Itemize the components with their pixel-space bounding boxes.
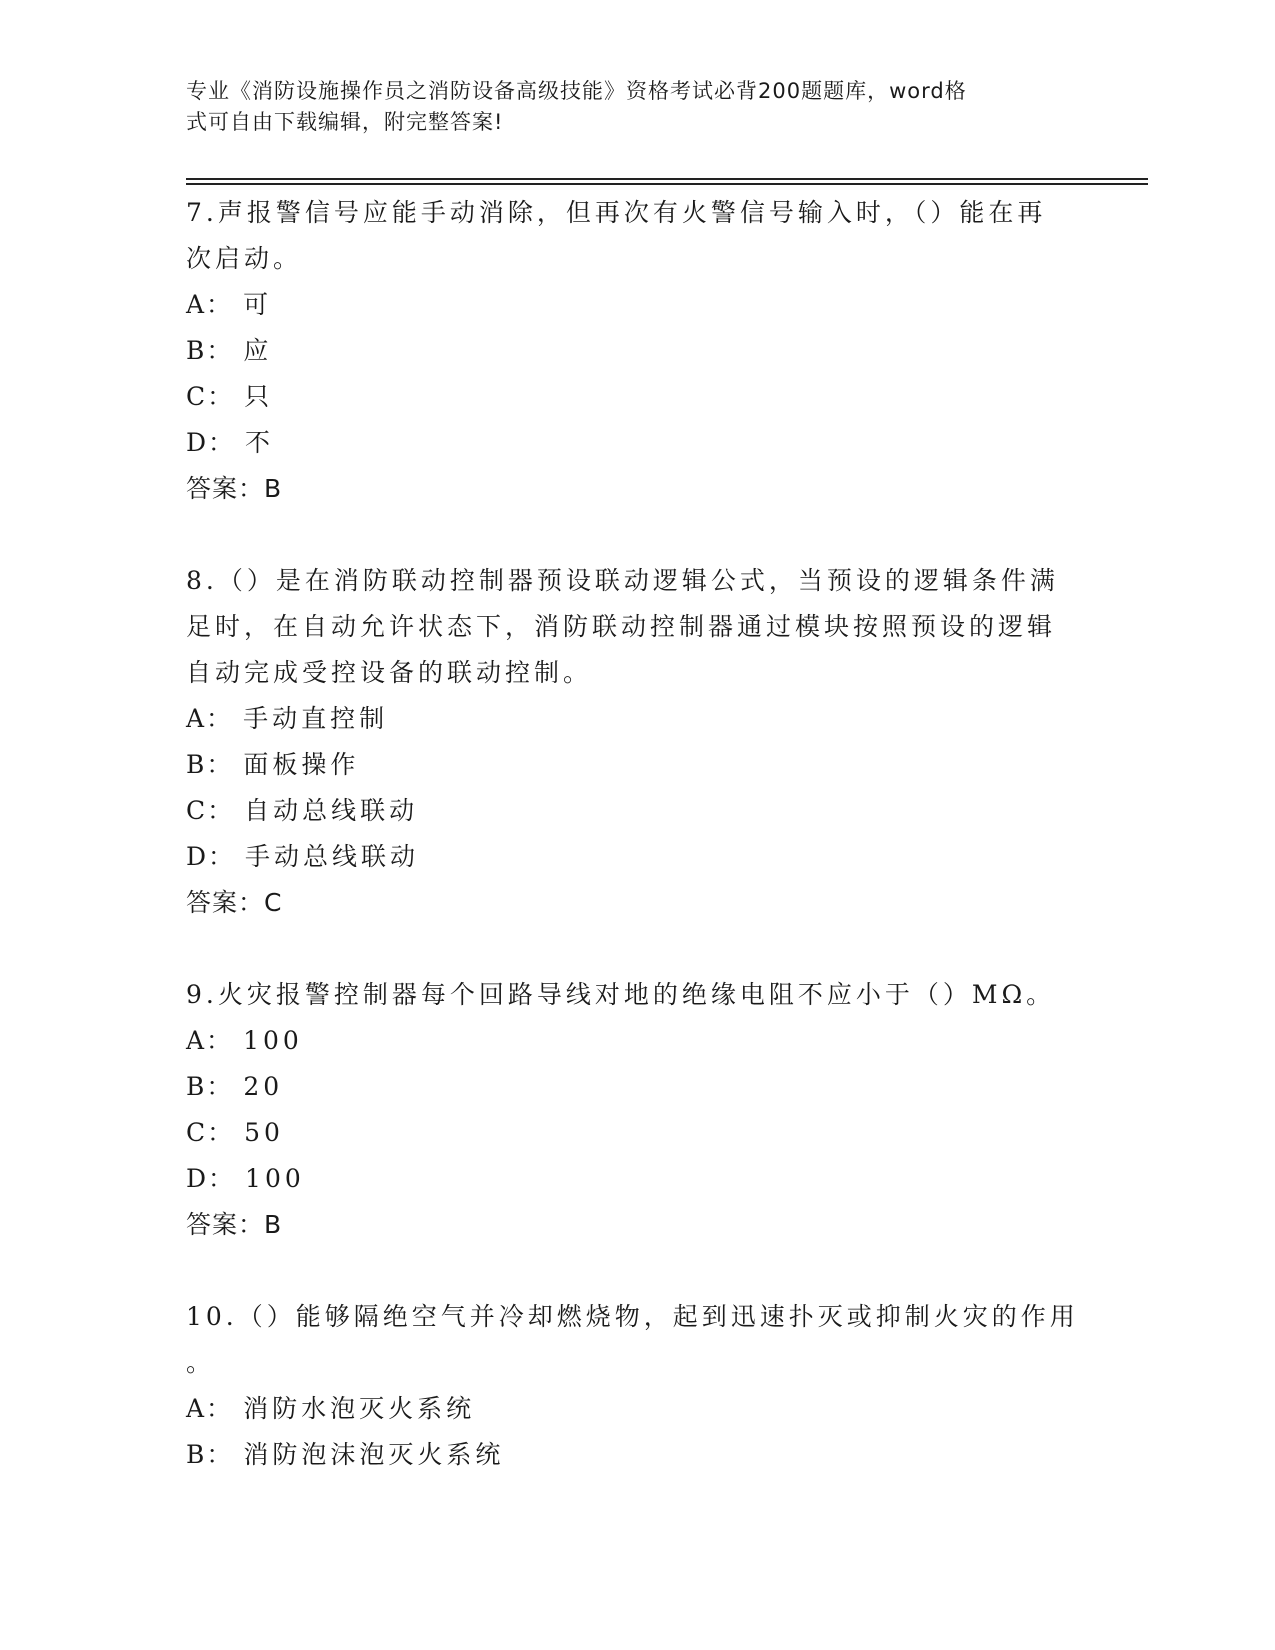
option-d [186, 834, 1086, 880]
answer-label: 答案：C [186, 888, 283, 917]
option-text: 50 [244, 1118, 284, 1147]
question-9 [186, 972, 1086, 1248]
option-key: B： [186, 1440, 234, 1469]
option-text: 100 [243, 1026, 303, 1055]
option-key: C： [186, 382, 235, 411]
option-c [186, 788, 1086, 834]
option-text: 只 [244, 382, 274, 411]
option-key: D： [186, 1164, 236, 1193]
option-text: 消防水泡灭火系统 [243, 1394, 476, 1423]
question-spacer [186, 1248, 1086, 1294]
option-key: D： [186, 428, 236, 457]
option-text: 自动总线联动 [244, 796, 419, 825]
option-a [186, 1018, 1086, 1064]
question-10 [186, 1294, 1086, 1478]
question-text: 自动完成受控设备的联动控制。 [186, 658, 593, 687]
question-spacer [186, 926, 1086, 972]
answer-label: 答案：B [186, 474, 283, 503]
option-d [186, 1156, 1086, 1202]
option-key: A： [186, 704, 234, 733]
header-divider-top [186, 178, 1148, 180]
option-key: A： [186, 290, 234, 319]
option-a [186, 696, 1086, 742]
option-text: 可 [243, 290, 273, 319]
option-key: A： [186, 1026, 234, 1055]
header-line-2: 式可自由下载编辑，附完整答案! [186, 110, 504, 134]
header-divider-bottom [186, 183, 1148, 185]
option-text: 100 [245, 1164, 305, 1193]
question-text: 7.声报警信号应能手动消除，但再次有火警信号输入时，（）能在再 [186, 198, 1047, 227]
option-text: 手动直控制 [243, 704, 389, 733]
option-a [186, 282, 1086, 328]
option-key: C： [186, 1118, 235, 1147]
question-text: 。 [186, 1348, 216, 1377]
option-a [186, 1386, 1086, 1432]
option-text: 应 [243, 336, 273, 365]
header-line-1: 专业《消防设施操作员之消防设备高级技能》资格考试必背200题题库，word格 [186, 79, 967, 103]
option-c [186, 1110, 1086, 1156]
option-key: C： [186, 796, 235, 825]
option-b [186, 1064, 1086, 1110]
option-text: 手动总线联动 [245, 842, 420, 871]
question-text: 9.火灾报警控制器每个回路导线对地的绝缘电阻不应小于（）MΩ。 [186, 980, 1056, 1009]
option-b [186, 328, 1086, 374]
option-key: B： [186, 1072, 234, 1101]
option-text: 面板操作 [243, 750, 360, 779]
question-text: 次启动。 [186, 244, 303, 273]
question-spacer [186, 512, 1086, 558]
question-text: 10.（）能够隔绝空气并冷却燃烧物，起到迅速扑灭或抑制火灾的作用 [186, 1302, 1079, 1331]
option-c [186, 374, 1086, 420]
question-text: 8.（）是在消防联动控制器预设联动逻辑公式，当预设的逻辑条件满 [186, 566, 1059, 595]
question-8 [186, 558, 1086, 926]
option-text: 20 [243, 1072, 284, 1101]
question-list [186, 190, 1086, 1478]
option-b [186, 742, 1086, 788]
document-header [186, 76, 1066, 138]
option-text: 消防泡沫泡灭火系统 [243, 1440, 505, 1469]
option-b [186, 1432, 1086, 1478]
option-key: B： [186, 336, 234, 365]
question-text: 足时，在自动允许状态下，消防联动控制器通过模块按照预设的逻辑 [186, 612, 1057, 641]
question-7 [186, 190, 1086, 512]
option-text: 不 [245, 428, 275, 457]
option-key: D： [186, 842, 236, 871]
option-d [186, 420, 1086, 466]
option-key: A： [186, 1394, 234, 1423]
answer-label: 答案：B [186, 1210, 283, 1239]
option-key: B： [186, 750, 234, 779]
